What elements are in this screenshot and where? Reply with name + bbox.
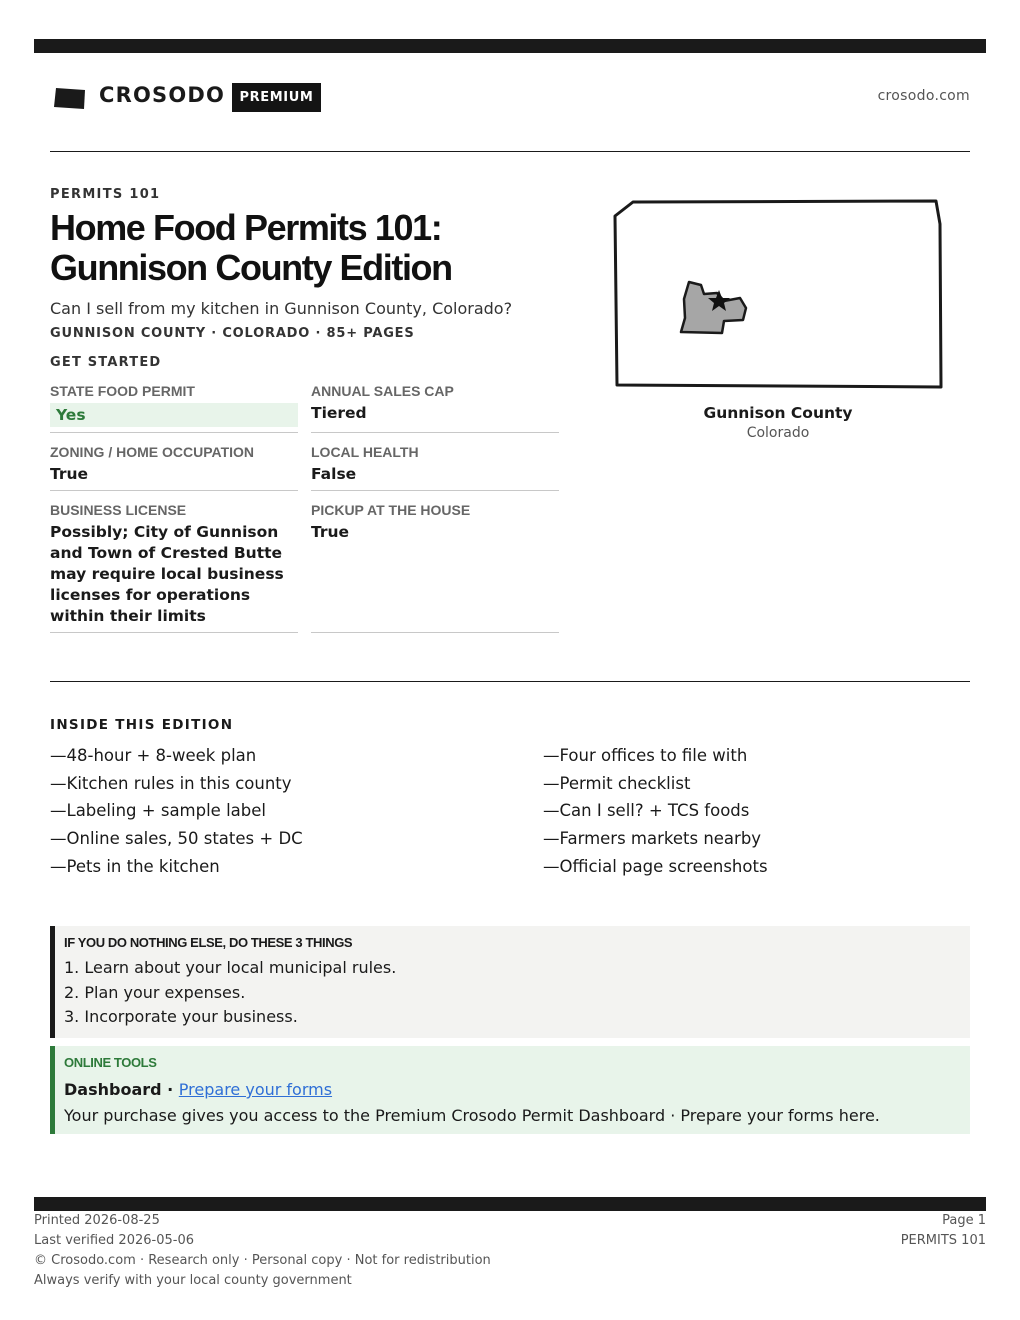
inside-edition-heading: INSIDE THIS EDITION [50, 717, 234, 733]
tools-title: ONLINE TOOLS [64, 1055, 157, 1070]
verified-date: Last verified 2026-05-06 [34, 1233, 194, 1248]
fact-local-health [311, 442, 559, 491]
tools-description: Your purchase gives you access to the Premium Crosodo Permit Dashboard · Prepare your forms here. [64, 1106, 880, 1125]
colorado-map [612, 198, 944, 390]
fact-value: Possibly; City of Gunnison and Town of Crested Butte may require local business licenses for operations within their limits [50, 523, 284, 625]
callout-steps [64, 957, 970, 1031]
footer-right [901, 1211, 986, 1251]
toc-item: —Kitchen rules in this county [50, 773, 292, 793]
tools-separator: · [161, 1080, 179, 1099]
toc-item: —Farmers markets nearby [543, 829, 762, 849]
fact-value: False [311, 465, 357, 483]
dashboard-label: Dashboard [64, 1080, 162, 1099]
map-state-name: Colorado [746, 425, 810, 441]
fact-label: STATE FOOD PERMIT [50, 383, 195, 399]
printed-date: Printed 2026-08-25 [34, 1213, 160, 1228]
toc-item: —Official page screenshots [543, 856, 768, 876]
logo-icon [54, 86, 86, 110]
callout-step: 3. Incorporate your business. [64, 1007, 298, 1026]
copyright-notice: © Crosodo.com · Research only · Personal copy · Not for redistribution [34, 1253, 491, 1268]
edition-meta: GUNNISON COUNTY · COLORADO · 85+ PAGES [50, 326, 415, 341]
fact-label: PICKUP AT THE HOUSE [311, 502, 471, 518]
header-divider [50, 151, 970, 152]
section-eyebrow: PERMITS 101 [50, 187, 161, 202]
toc-item: —Can I sell? + TCS foods [543, 801, 750, 821]
toc-item: —Four offices to file with [543, 746, 748, 765]
three-things-callout [50, 926, 970, 1038]
footer-left [34, 1211, 491, 1291]
premium-badge: PREMIUM [232, 83, 321, 112]
fact-pickup-at-the-house [311, 500, 559, 633]
fact-annual-sales-cap [311, 381, 559, 433]
callout-step: 1. Learn about your local municipal rules. [64, 958, 397, 977]
fact-state-food-permit [50, 381, 298, 433]
footer-section: PERMITS 101 [900, 1233, 986, 1248]
prepare-forms-link[interactable]: Prepare your forms [178, 1080, 333, 1099]
toc-item: —Online sales, 50 states + DC [50, 829, 303, 849]
toc-list-right [543, 744, 768, 882]
page-title: Home Food Permits 101: Gunnison County Edition [50, 207, 452, 288]
callout-step: 2. Plan your expenses. [64, 982, 246, 1002]
section-divider [50, 681, 970, 682]
fact-label: LOCAL HEALTH [311, 444, 419, 460]
fact-value: Yes [50, 403, 298, 427]
site-url[interactable]: crosodo.com [877, 88, 970, 104]
toc-list-left [50, 744, 303, 882]
get-started-heading: GET STARTED [50, 355, 162, 370]
fact-value: Tiered [311, 404, 367, 422]
fact-value: True [311, 523, 350, 541]
top-rule-bar [34, 39, 986, 53]
callout-title: IF YOU DO NOTHING ELSE, DO THESE 3 THINGS [64, 935, 353, 950]
brand-name: CROSODO [99, 83, 226, 107]
fact-business-license [50, 500, 298, 633]
fact-label: BUSINESS LICENSE [50, 502, 187, 518]
online-tools-panel [50, 1046, 970, 1134]
fact-label: ANNUAL SALES CAP [311, 383, 454, 399]
toc-item: —Pets in the kitchen [50, 856, 220, 876]
toc-item: —48-hour + 8-week plan [50, 746, 257, 765]
bottom-rule-bar [34, 1197, 986, 1211]
fact-value: True [50, 465, 89, 483]
verify-disclaimer: Always verify with your local county government [34, 1273, 352, 1288]
page-header [50, 80, 970, 114]
page-subtitle: Can I sell from my kitchen in Gunnison County, Colorado? [50, 299, 513, 318]
fact-label: ZONING / HOME OCCUPATION [50, 444, 255, 460]
tools-row [64, 1079, 970, 1105]
colorado-outline-icon [615, 201, 941, 387]
fact-zoning-home-occupation [50, 442, 298, 491]
map-county-name: Gunnison County [703, 404, 853, 422]
toc-item: —Labeling + sample label [50, 801, 266, 821]
toc-item: —Permit checklist [543, 773, 691, 793]
page-number: Page 1 [942, 1213, 986, 1228]
